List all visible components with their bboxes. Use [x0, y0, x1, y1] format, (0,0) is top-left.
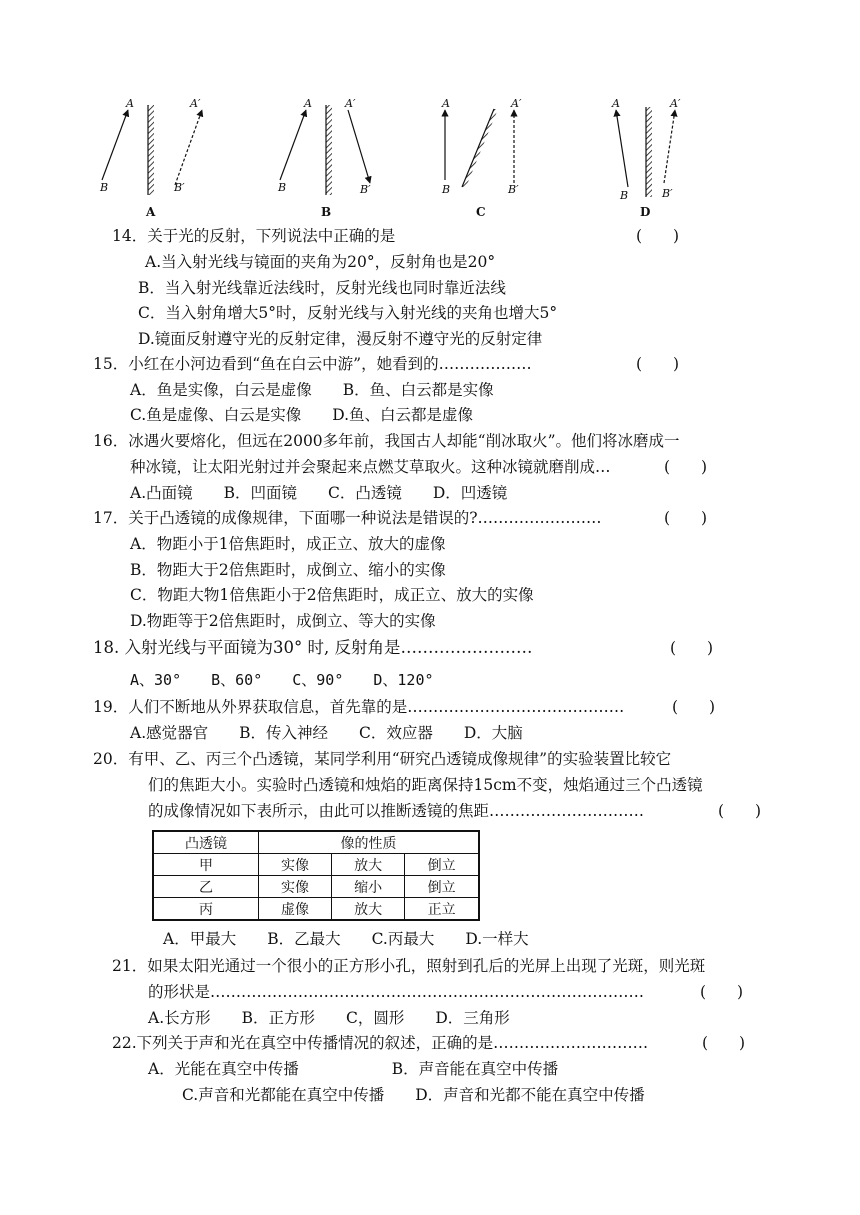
- question-16-options: A.凸面镜 B．凹面镜 C．凸透镜 D．凹透镜: [130, 484, 508, 502]
- label-a: A: [442, 97, 450, 110]
- question-19-answer-blank[interactable]: ( ): [672, 698, 716, 716]
- question-22-stem: 22.下列关于声和光在真空中传播情况的叙述，正确的是…………………………: [112, 1034, 649, 1052]
- table-row: [153, 854, 479, 876]
- reflection-diagrams-svg: [90, 95, 710, 225]
- table-cell: 缩小: [332, 876, 405, 898]
- question-18-answer-blank[interactable]: ( ): [670, 639, 714, 657]
- question-21-stem-line-2: 的形状是…………………………………………………………………………: [148, 983, 645, 1001]
- question-21-options: A.长方形 B．正方形 C，圆形 D．三角形: [148, 1009, 510, 1027]
- lens-image-table: [152, 830, 480, 921]
- table-cell: 实像: [259, 876, 332, 898]
- label-a: A: [612, 97, 620, 110]
- question-15-option-line-2: C.鱼是虚像、白云是实像 D.鱼、白云都是虚像: [130, 406, 474, 424]
- diagram-a: [99, 97, 202, 219]
- table-cell: 虚像: [259, 898, 332, 921]
- label-a-prime: A′: [511, 97, 522, 110]
- question-20-stem-line-3: 的成像情况如下表所示，由此可以推断透镜的焦距…………………………: [148, 802, 645, 820]
- table-cell: 甲: [153, 854, 259, 876]
- question-17-option-c: C．物距大物1倍焦距小于2倍焦距时，成正立、放大的实像: [130, 586, 534, 604]
- table-cell: 放大: [332, 854, 405, 876]
- table-row: [153, 898, 479, 921]
- question-16-answer-blank[interactable]: ( ): [664, 458, 708, 476]
- question-20-stem-line-2: 们的焦距大小。实验时凸透镜和烛焰的距离保持15cm不变，烛焰通过三个凸透镜: [148, 776, 703, 794]
- reflection-figure: [90, 95, 710, 229]
- question-22-answer-blank[interactable]: ( ): [702, 1034, 746, 1052]
- question-14-stem: 14．关于光的反射，下列说法中正确的是: [112, 227, 396, 245]
- table-cell: 放大: [332, 898, 405, 921]
- question-14-answer-blank[interactable]: ( ): [636, 227, 680, 245]
- question-17-answer-blank[interactable]: ( ): [664, 509, 708, 527]
- table-cell: 正立: [405, 898, 479, 921]
- label-a-prime: A′: [670, 97, 681, 110]
- question-20-stem-line-1: 20．有甲、乙、丙三个凸透镜，某同学利用“研究凸透镜成像规律”的实验装置比较它: [93, 750, 672, 768]
- option-a-caption: A: [146, 205, 156, 219]
- label-b-prime: B′: [508, 183, 519, 196]
- question-17-stem: 17．关于凸透镜的成像规律，下面哪一种说法是错误的?……………………: [93, 509, 602, 527]
- question-21-stem-line-1: 21．如果太阳光通过一个很小的正方形小孔，照射到孔后的光屏上出现了光斑，则光斑: [112, 957, 706, 975]
- label-a-prime: A′: [345, 97, 356, 110]
- question-17-option-b: B．物距大于2倍焦距时，成倒立、缩小的实像: [130, 561, 446, 579]
- question-20-answer-blank[interactable]: ( ): [718, 802, 762, 820]
- table-cell: 丙: [153, 898, 259, 921]
- table-header-image-nature: 像的性质: [259, 831, 480, 854]
- label-a-prime: A′: [190, 97, 201, 110]
- question-14-option-d: D.镜面反射遵守光的反射定律，漫反射不遵守光的反射定律: [138, 330, 543, 348]
- label-b: B: [620, 189, 629, 202]
- question-19-options: A.感觉器官 B．传入神经 C．效应器 D．大脑: [130, 724, 523, 742]
- question-16-stem-line-2: 种冰镜，让太阳光射过并会聚起来点燃艾草取火。这种冰镜就磨削成…: [130, 458, 611, 476]
- label-b: B: [278, 181, 287, 194]
- option-c-caption: C: [476, 205, 486, 219]
- table-cell: 倒立: [405, 876, 479, 898]
- question-14-option-c: C．当入射角增大5°时，反射光线与入射光线的夹角也增大5°: [138, 304, 558, 322]
- option-d-caption: D: [640, 205, 651, 219]
- question-15-option-line-1: A．鱼是实像，白云是虚像 B．鱼、白云都是实像: [130, 381, 494, 399]
- table-cell: 倒立: [405, 854, 479, 876]
- question-21-answer-blank[interactable]: ( ): [700, 983, 744, 1001]
- label-a: A: [304, 97, 312, 110]
- diagram-b: [277, 97, 371, 219]
- question-18-stem: 18. 入射光线与平面镜为30° 时, 反射角是……………………: [93, 638, 533, 657]
- label-b: B: [442, 183, 451, 196]
- question-17-option-a: A．物距小于1倍焦距时，成正立、放大的虚像: [130, 535, 446, 553]
- question-18-options: A、30° B、60° C、90° D、120°: [130, 671, 434, 689]
- option-b-caption: B: [321, 205, 332, 219]
- question-22-option-line-1: A．光能在真空中传播 B．声音能在真空中传播: [148, 1060, 559, 1078]
- question-20-options: A．甲最大 B．乙最大 C.丙最大 D.一样大: [163, 930, 529, 948]
- table-cell: 乙: [153, 876, 259, 898]
- diagram-d: [611, 97, 681, 219]
- question-15-stem: 15．小红在小河边看到“鱼在白云中游”，她看到的………………: [93, 355, 532, 373]
- question-19-stem: 19．人们不断地从外界获取信息，首先靠的是……………………………………: [93, 698, 625, 716]
- question-14-option-b: B．当入射光线靠近法线时，反射光线也同时靠近法线: [138, 279, 506, 297]
- label-b-prime: B′: [360, 183, 371, 196]
- label-b-prime: B′: [174, 181, 185, 194]
- table-header-row: [153, 831, 479, 854]
- label-b-prime: B′: [662, 187, 673, 200]
- label-a: A: [126, 97, 134, 110]
- table-cell: 实像: [259, 854, 332, 876]
- question-22-option-line-2: C.声音和光都能在真空中传播 D．声音和光都不能在真空中传播: [182, 1086, 645, 1104]
- question-17-option-d: D.物距等于2倍焦距时，成倒立、等大的实像: [130, 612, 436, 630]
- label-b: B: [100, 181, 109, 194]
- question-16-stem-line-1: 16．冰遇火要熔化，但远在2000多年前，我国古人却能“削冰取火”。他们将冰磨成一: [93, 432, 680, 450]
- table-row: [153, 876, 479, 898]
- question-15-answer-blank[interactable]: ( ): [636, 355, 680, 373]
- diagram-c: [441, 97, 522, 219]
- table-header-lens: 凸透镜: [153, 831, 259, 854]
- question-14-option-a: A.当入射光线与镜面的夹角为20°，反射角也是20°: [145, 253, 496, 271]
